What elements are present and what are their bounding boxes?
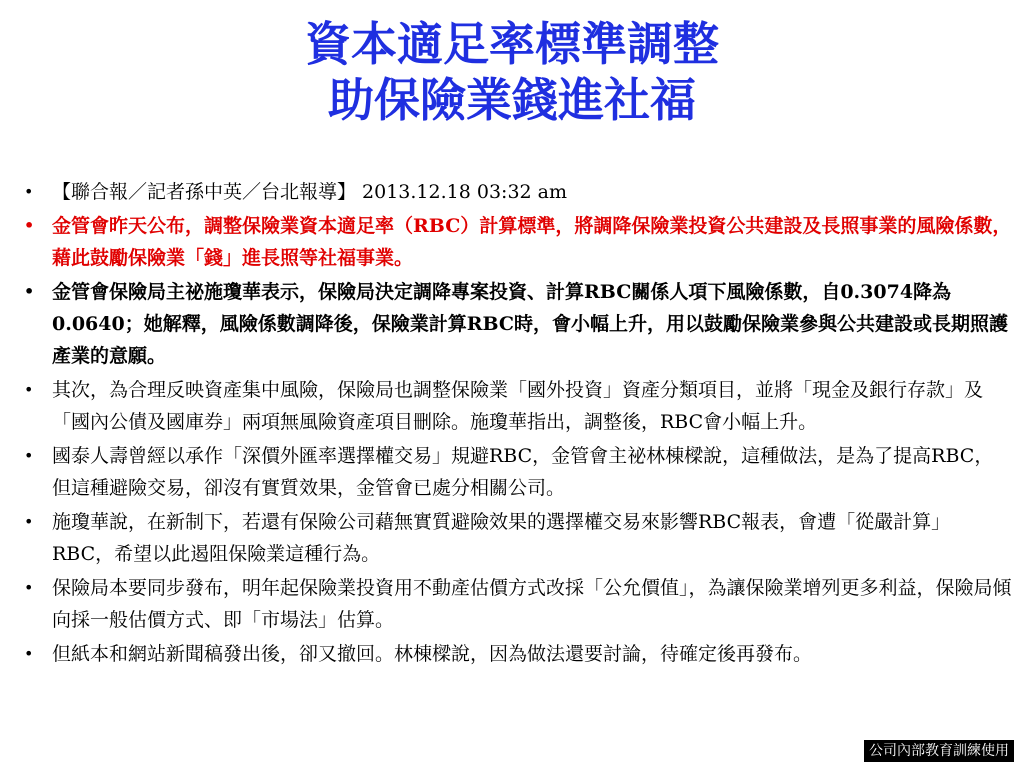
bullet-item [20, 572, 1012, 636]
bullet-text: 金管會昨天公布，調整保險業資本適足率（RBC）計算標準，將調降保險業投資公共建設及長照事業的風險係數，藉此鼓勵保險業「錢」進長照等社福事業。 [52, 215, 1012, 269]
footer-label: 公司內部教育訓練使用 [864, 740, 1014, 762]
bullet-dot-icon: • [24, 216, 35, 235]
slide-title [0, 16, 1024, 128]
bullet-dot-icon: • [24, 182, 34, 201]
bullet-item [20, 506, 1012, 570]
bullet-dot-icon: • [24, 380, 34, 399]
slide-title-line-1: 資本適足率標準調整 [305, 17, 719, 71]
slide-title-line-2: 助保險業錢進社福 [328, 73, 696, 127]
bullet-item [20, 374, 1012, 438]
bullet-dot-icon: • [24, 512, 34, 531]
bullet-text: 保險局本要同步發布，明年起保險業投資用不動產估價方式改採「公允價值」，為讓保險業增列更多利益，保險局傾向採一般估價方式、即「市場法」估算。 [52, 577, 1012, 631]
bullet-text: 其次，為合理反映資產集中風險，保險局也調整保險業「國外投資」資產分類項目，並將「現金及銀行存款」及「國內公債及國庫券」兩項無風險資產項目刪除。施瓊華指出，調整後，RBC會小幅上升。 [52, 379, 984, 433]
bullet-list [20, 176, 1012, 672]
bullet-text: 國泰人壽曾經以承作「深價外匯率選擇權交易」規避RBC，金管會主祕林棟樑說，這種做法，是為了提高RBC，但這種避險交易，卻沒有實質效果，金管會已處分相關公司。 [52, 445, 994, 499]
bullet-text: 【聯合報／記者孫中英／台北報導】 2013.12.18 03:32 am [52, 181, 568, 203]
bullet-text: 金管會保險局主祕施瓊華表示，保險局決定調降專案投資、計算RBC關係人項下風險係數，自0.3074降為0.0640；她解釋，風險係數調降後，保險業計算RBC時，會小幅上升，用以鼓勵保險業參與公共建設或長期照護產業的意願。 [52, 281, 1009, 367]
bullet-item [20, 638, 1012, 670]
bullet-dot-icon: • [24, 578, 34, 597]
bullet-item [20, 210, 1012, 274]
bullet-item [20, 276, 1012, 372]
bullet-item [20, 440, 1012, 504]
bullet-dot-icon: • [24, 282, 35, 301]
bullet-text: 施瓊華說，在新制下，若還有保險公司藉無實質避險效果的選擇權交易來影響RBC報表，會遭「從嚴計算」RBC，希望以此遏阻保險業這種行為。 [52, 511, 951, 565]
bullet-text: 但紙本和網站新聞稿發出後，卻又撤回。林棟樑說，因為做法還要討論，待確定後再發布。 [52, 643, 813, 665]
bullet-item [20, 176, 1012, 208]
bullet-dot-icon: • [24, 446, 34, 465]
bullet-dot-icon: • [24, 644, 34, 663]
